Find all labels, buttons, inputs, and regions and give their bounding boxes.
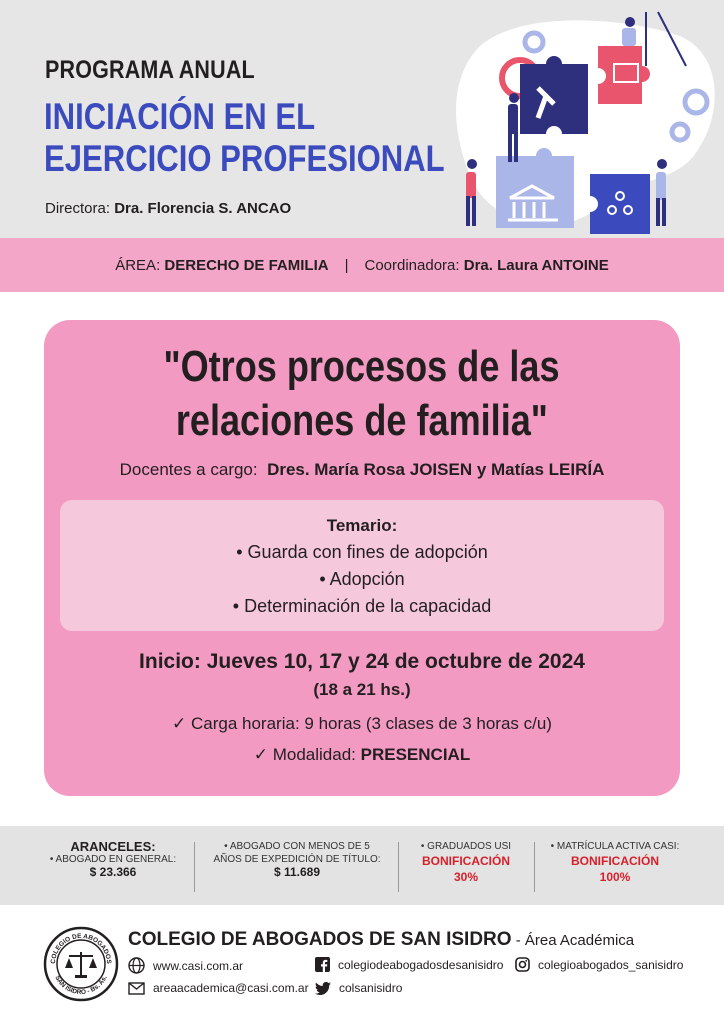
coordinator-name: Dra. Laura ANTOINE <box>463 256 609 274</box>
workload: ✓ Carga horaria: 9 horas (3 clases de 3 horas c/u) <box>172 714 552 733</box>
fee-casi-bonus: BONIFICACIÓN <box>571 854 659 868</box>
facebook-line[interactable] <box>315 957 503 972</box>
syllabus-item: • Determinación de la capacidad <box>232 596 492 616</box>
fee-young-label-2: AÑOS DE EXPEDICIÓN DE TÍTULO: <box>213 854 381 865</box>
fee-usi-label: • GRADUADOS USI <box>420 841 512 852</box>
fee-usi-bonus: BONIFICACIÓN <box>422 854 510 868</box>
program-title-line2: EJERCICIO PROFESIONAL <box>44 138 445 179</box>
facebook-icon <box>315 957 330 972</box>
fee-divider <box>398 842 399 892</box>
program-title-line1: INICIACIÓN EN EL <box>44 96 316 137</box>
start-dates: Inicio: Jueves 10, 17 y 24 de octubre de 2024 <box>139 650 585 673</box>
area-label: ÁREA: <box>115 256 161 274</box>
director <box>45 200 291 217</box>
program-title <box>44 96 445 180</box>
fee-young-label-1: • ABOGADO CON MENOS DE 5 <box>224 841 370 852</box>
fee-young <box>204 840 390 879</box>
college-name-text: COLEGIO DE ABOGADOS DE SAN ISIDRO <box>128 929 512 950</box>
teachers-names: Dres. María Rosa JOISEN y Matías LEIRÍA <box>267 460 605 479</box>
website-link[interactable]: www.casi.com.ar <box>153 958 244 973</box>
coordinator-label: Coordinadora: <box>364 256 460 274</box>
syllabus-item: • Adopción <box>319 569 405 589</box>
twitter-link[interactable]: colsanisidro <box>339 981 403 995</box>
director-name: Dra. Florencia S. ANCAO <box>114 200 292 217</box>
fee-usi <box>404 840 528 885</box>
area-name: DERECHO DE FAMILIA <box>164 256 329 274</box>
modality-label: ✓ Modalidad: <box>253 745 356 764</box>
seal-text-bottom: SAN ISIDRO - Bs. As. <box>53 974 109 997</box>
website-line[interactable] <box>128 957 243 974</box>
fees-band <box>0 826 724 905</box>
modality-value: PRESENCIAL <box>360 745 471 764</box>
college-seal-logo <box>43 926 119 1002</box>
fee-casi-label: • MATRÍCULA ACTIVA CASI: <box>550 841 680 852</box>
instagram-icon <box>515 957 530 972</box>
modality <box>44 745 680 765</box>
fee-general-amount: $ 23.366 <box>89 865 137 879</box>
course-title <box>44 340 680 448</box>
email-line[interactable] <box>128 981 309 995</box>
college-name <box>128 929 634 951</box>
area-separator: | <box>344 256 349 274</box>
fee-young-amount: $ 11.689 <box>273 865 321 879</box>
course-title-line1: "Otros procesos de las <box>163 342 561 391</box>
course-card <box>44 320 680 796</box>
seal-text-top: COLEGIO DE ABOGADOS <box>49 932 113 965</box>
syllabus-box <box>60 500 664 631</box>
email-link[interactable]: areaacademica@casi.com.ar <box>153 981 309 995</box>
twitter-line[interactable] <box>315 981 402 995</box>
fee-casi <box>540 840 690 885</box>
fee-divider <box>534 842 535 892</box>
instagram-link[interactable]: colegioabogados_sanisidro <box>538 957 684 972</box>
fee-general-label: • ABOGADO EN GENERAL: <box>49 854 177 865</box>
area-band <box>0 238 724 292</box>
fees-heading: ARANCELES: <box>70 839 156 854</box>
puzzle-illustration <box>450 6 724 238</box>
fee-general <box>38 840 188 879</box>
twitter-icon <box>315 982 331 995</box>
facebook-link[interactable]: colegiodeabogadosdesanisidro <box>338 957 504 972</box>
syllabus-item: • Guarda con fines de adopción <box>236 542 488 562</box>
teachers <box>44 460 680 480</box>
instagram-line[interactable] <box>515 957 683 972</box>
course-title-line2: relaciones de familia" <box>175 396 549 445</box>
globe-icon <box>128 957 145 974</box>
program-label: PROGRAMA ANUAL <box>45 56 255 84</box>
mail-icon <box>128 982 145 995</box>
header <box>0 0 724 238</box>
schedule-hours: (18 a 21 hs.) <box>313 680 411 699</box>
fee-casi-percent: 100% <box>599 870 631 884</box>
syllabus-heading: Temario: <box>326 516 398 535</box>
teachers-label: Docentes a cargo: <box>119 460 258 479</box>
director-label: Directora: <box>45 200 111 217</box>
fee-divider <box>194 842 195 892</box>
fee-usi-percent: 30% <box>453 870 479 884</box>
college-area: - Área Académica <box>511 932 635 949</box>
